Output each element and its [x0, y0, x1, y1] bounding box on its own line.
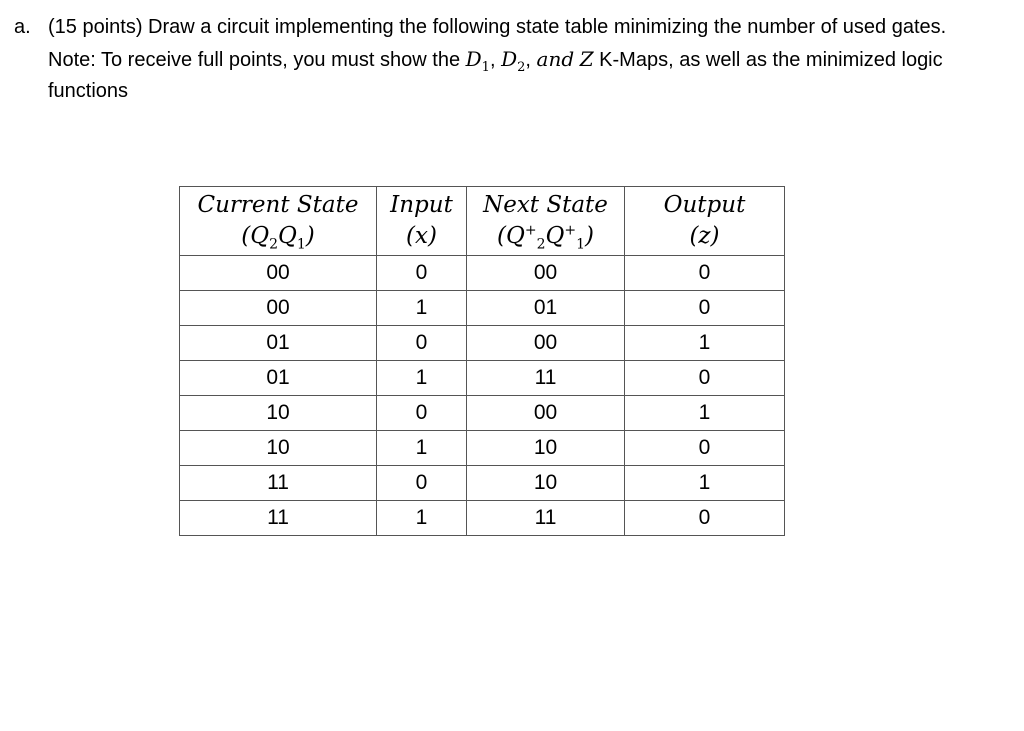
table-row	[180, 291, 785, 326]
cell-next-state: 00	[467, 396, 625, 431]
separator: ,	[489, 48, 496, 71]
cell-next-state: 00	[467, 326, 625, 361]
question-line	[14, 12, 1004, 108]
cell-current-state: 11	[180, 501, 377, 536]
cell-output: 1	[625, 466, 785, 501]
question-text	[48, 12, 1004, 108]
cell-output: 0	[625, 256, 785, 291]
cell-next-state: 10	[467, 431, 625, 466]
cell-next-state: 00	[467, 256, 625, 291]
cell-next-state: 10	[467, 466, 625, 501]
table-row	[180, 256, 785, 291]
cell-output: 0	[625, 291, 785, 326]
z-symbol: Z	[579, 46, 594, 71]
question-marker: a.	[14, 16, 31, 38]
cell-input: 0	[377, 396, 467, 431]
cell-input: 1	[377, 501, 467, 536]
cell-current-state: 11	[180, 466, 377, 501]
cell-next-state: 01	[467, 291, 625, 326]
header-input: Input (x)	[377, 187, 467, 256]
current-state-vars: $(Q_2Q_1)$	[241, 223, 315, 253]
d1-symbol: $D_1$	[465, 46, 490, 75]
cell-output: 0	[625, 431, 785, 466]
cell-input: 1	[377, 431, 467, 466]
state-table	[179, 186, 785, 536]
cell-input: 1	[377, 361, 467, 396]
cell-current-state: 10	[180, 396, 377, 431]
cell-output: 0	[625, 501, 785, 536]
cell-next-state: 11	[467, 361, 625, 396]
cell-input: 1	[377, 291, 467, 326]
table-row	[180, 326, 785, 361]
cell-output: 1	[625, 326, 785, 361]
cell-next-state: 11	[467, 501, 625, 536]
header-next-state: Next State $(Q^+_2Q^+_1)$	[467, 187, 625, 256]
table-header-row	[180, 187, 785, 256]
cell-input: 0	[377, 326, 467, 361]
note-prefix: Note: To receive full points, you must show the	[48, 48, 461, 71]
cell-current-state: 00	[180, 256, 377, 291]
cell-current-state: 10	[180, 431, 377, 466]
cell-current-state: 01	[180, 361, 377, 396]
table-row	[180, 431, 785, 466]
d2-symbol: $D_2$	[501, 46, 526, 75]
question-instruction: (15 points) Draw a circuit implementing the following state table minimizing the number of used gates.	[48, 16, 947, 38]
next-state-vars: $(Q^+_2Q^+_1)$	[497, 222, 594, 253]
cell-current-state: 00	[180, 291, 377, 326]
cell-input: 0	[377, 466, 467, 501]
table-row	[180, 466, 785, 501]
cell-output: 1	[625, 396, 785, 431]
header-current-state: Current State $(Q_2Q_1)$	[180, 187, 377, 256]
note-suffix: K-Maps, as well as the minimized logic functions	[48, 48, 943, 102]
cell-output: 0	[625, 361, 785, 396]
table-row	[180, 396, 785, 431]
table-row	[180, 501, 785, 536]
cell-current-state: 01	[180, 326, 377, 361]
and-word: and	[536, 46, 575, 71]
table-row	[180, 361, 785, 396]
cell-input: 0	[377, 256, 467, 291]
question-block	[14, 12, 1004, 108]
header-output: Output (z)	[625, 187, 785, 256]
separator: ,	[525, 48, 531, 71]
